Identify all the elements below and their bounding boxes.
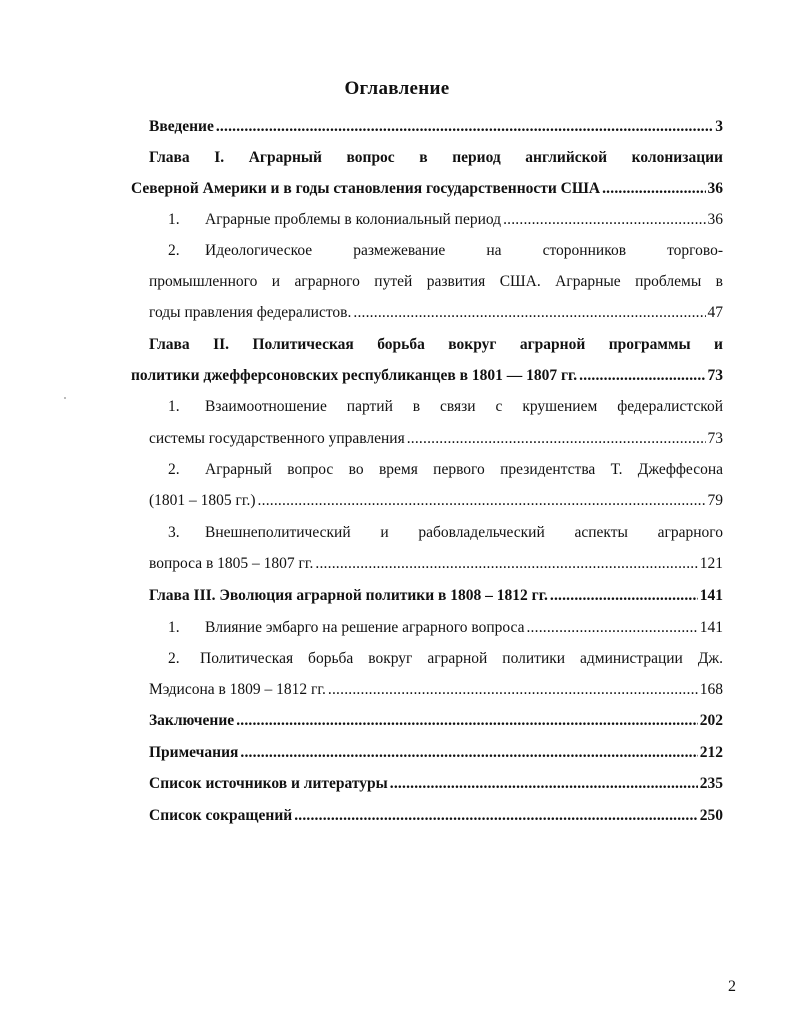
toc-entry-page: 141 (699, 619, 723, 636)
chapter1-heading-line1: Глава I. Аграрный вопрос в период английской колонизации (149, 149, 723, 166)
section-title-line1: Аграрный вопрос во время первого президентства Т. Джеффесона (205, 461, 723, 478)
section-title-line2-row (149, 427, 723, 451)
section-title-line1: Внешнеполитический и рабовладельческий аспекты аграрного (205, 524, 723, 541)
toc-entry-page: 121 (699, 555, 723, 572)
section-title-line2-row (149, 678, 723, 702)
toc-entry-page: 250 (699, 807, 723, 824)
section-title-line3: годы правления федералистов. (149, 304, 352, 321)
dot-leader (407, 427, 706, 451)
chapter2-heading-line1: Глава II. Политическая борьба вокруг аграрной программы и (149, 336, 723, 353)
dot-leader (258, 489, 706, 513)
dot-leader (294, 804, 698, 828)
section-title-line1: Политическая борьба вокруг аграрной политики администрации Дж. (200, 650, 723, 667)
toc-entry-section-1-1 (168, 208, 723, 232)
section-title-line2: вопроса в 1805 – 1807 гг. (149, 555, 314, 572)
page-number: 2 (728, 978, 736, 995)
dot-leader (579, 364, 705, 388)
section-title: Аграрные проблемы в колониальный период (205, 211, 502, 228)
toc-entry-section-3-2 (168, 647, 723, 671)
section-title-line2: Мэдисона в 1809 – 1812 гг. (149, 681, 326, 698)
chapter2-heading-line2: политики джефферсоновских республиканцев в 1801 — 1807 гг. (131, 367, 578, 384)
chapter3-heading: Глава III. Эволюция аграрной политики в 1808 – 1812 гг. (149, 587, 548, 604)
section-number: 2. (168, 242, 180, 259)
dot-leader (315, 552, 697, 576)
dot-leader (240, 741, 697, 765)
section-number: 2. (168, 461, 180, 478)
toc-entry-section-2-3 (168, 521, 723, 545)
toc-entry-page: 168 (699, 681, 723, 698)
toc-entry-label: Заключение (149, 712, 235, 729)
dot-leader (602, 177, 705, 201)
section-title-line1: Идеологическое размежевание на сторонников торгово- (205, 242, 723, 259)
section-number: 3. (168, 524, 180, 541)
toc-entry-page: 36 (707, 180, 723, 197)
toc-entry-page: 212 (699, 744, 723, 761)
toc-entry-page: 47 (707, 304, 723, 321)
dot-leader (390, 772, 698, 796)
toc-entry-chapter3 (149, 584, 723, 608)
toc-entry-page: 73 (707, 430, 723, 447)
toc-entry-page: 141 (699, 587, 723, 604)
toc-entry-conclusion (149, 709, 723, 733)
toc-entry-page: 235 (699, 775, 723, 792)
toc-entry-intro (149, 115, 723, 139)
toc-entry-section-2-1 (168, 395, 723, 419)
toc-entry-abbreviations (149, 804, 723, 828)
section-title: Влияние эмбарго на решение аграрного вопроса (205, 619, 525, 636)
toc-entry-page: 3 (715, 118, 723, 135)
section-number: 1. (168, 211, 180, 228)
toc-entry-page: 202 (699, 712, 723, 729)
toc-entry-section-3-1 (168, 616, 723, 640)
toc-title: Оглавление (344, 78, 450, 99)
section-title-line1: Взаимоотношение партий в связи с крушением федералистской (205, 398, 723, 415)
toc-entry-sources (149, 772, 723, 796)
toc-entry-label: Список сокращений (149, 807, 293, 824)
toc-entry-section-2-2 (168, 458, 723, 482)
section-title-line3-row (149, 301, 723, 325)
dot-leader (526, 616, 697, 640)
dot-leader (503, 208, 705, 232)
toc-entry-label: Список источников и литературы (149, 775, 388, 792)
toc-entry-chapter2 (131, 364, 723, 388)
dot-leader (328, 678, 698, 702)
toc-entry-section-1-2 (168, 239, 723, 263)
dot-leader (236, 709, 698, 733)
section-title-line2: промышленного и аграрного путей развития США. Аграрные проблемы в (149, 273, 723, 290)
dot-leader (353, 301, 705, 325)
toc-entry-page: 36 (707, 211, 723, 228)
section-number: 1. (168, 398, 180, 415)
scan-speck (64, 397, 66, 399)
section-title-line2: системы государственного управления (149, 430, 405, 447)
toc-entry-notes (149, 741, 723, 765)
chapter1-heading-line2: Северной Америки и в годы становления государственности США (131, 180, 601, 197)
dot-leader (216, 115, 713, 139)
toc-entry-label: Примечания (149, 744, 239, 761)
toc-entry-label: Введение (149, 118, 214, 135)
toc-entry-chapter1 (131, 177, 723, 201)
toc-entry-page: 73 (707, 367, 723, 384)
dot-leader (550, 584, 698, 608)
section-title-line2-row (149, 489, 723, 513)
section-number: 1. (168, 619, 180, 636)
section-title-line2: (1801 – 1805 гг.) (149, 492, 256, 509)
section-number: 2. (168, 650, 180, 667)
section-title-line2-row (149, 552, 723, 576)
toc-entry-page: 79 (707, 492, 723, 509)
